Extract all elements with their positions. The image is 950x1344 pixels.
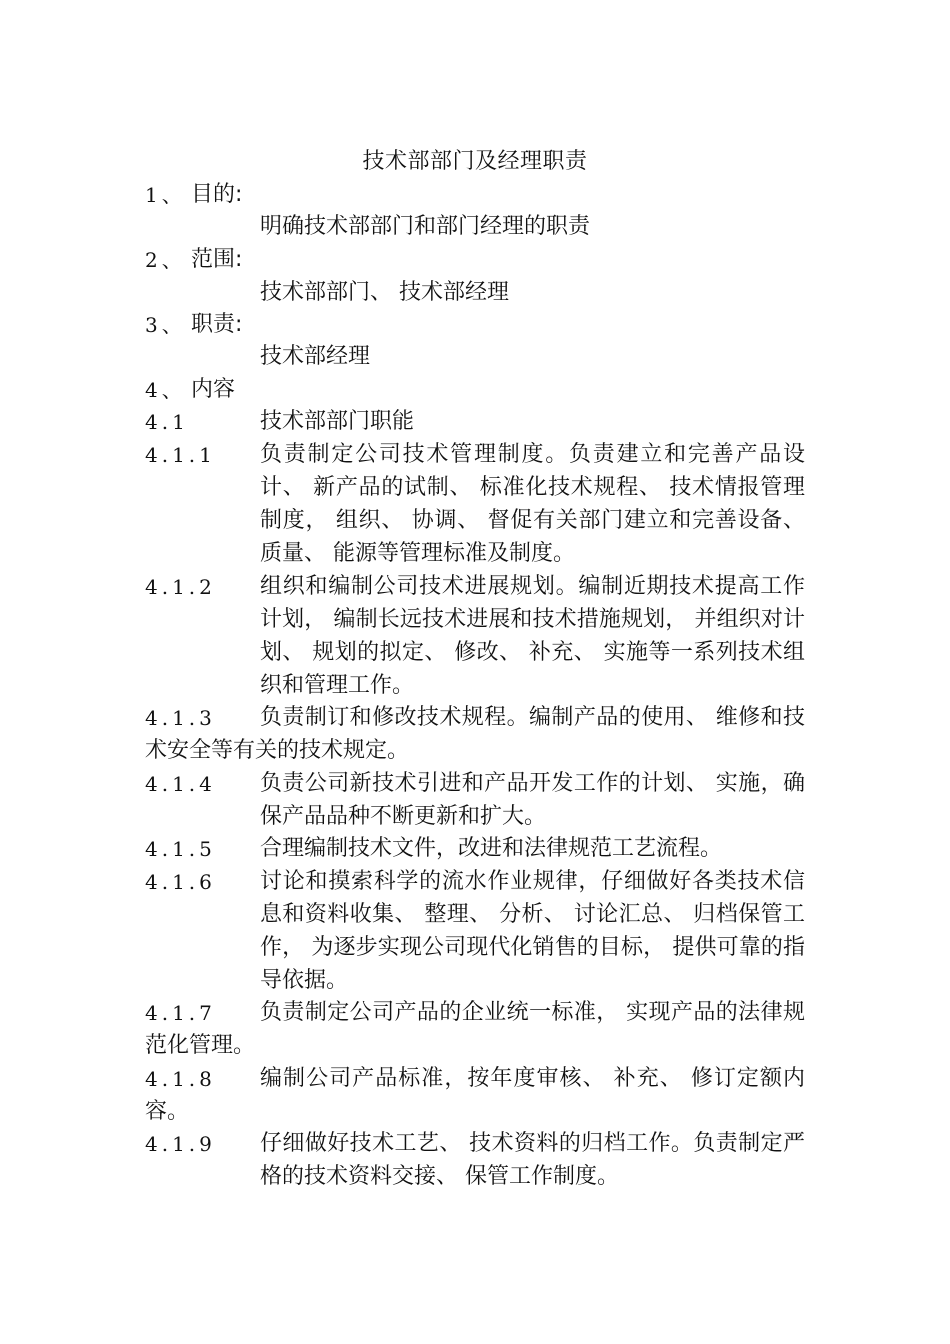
item-number: 4.1.1 xyxy=(145,443,216,467)
item-number: 4.1.6 xyxy=(145,870,216,894)
sub-heading-number: 4.1 xyxy=(145,410,189,434)
section-3-body xyxy=(0,342,950,375)
item-number: 4.1.5 xyxy=(145,837,216,861)
item-number: 4.1.8 xyxy=(145,1067,216,1091)
section-number: 4、 xyxy=(145,378,186,402)
section-heading: 范围: xyxy=(191,247,243,272)
item-number: 4.1.3 xyxy=(145,706,216,730)
item-text: 组织和编制公司技术进展规划。编制近期技术提高工作计划， 编制长远技术进展和技术措施规划， 并组织对计划、 规划的拟定、 修改、 补充、 实施等一系列技术组织和管理工作。 xyxy=(260,574,805,698)
section-number: 3、 xyxy=(145,313,186,337)
item-text: 仔细做好技术工艺、 技术资料的归档工作。负责制定严格的技术资料交接、 保管工作制度。 xyxy=(260,1131,805,1189)
sub-heading-text: 技术部部门职能 xyxy=(260,409,415,434)
item-text: 合理编制技术文件，改进和法律规范工艺流程。 xyxy=(260,836,723,861)
item-text: 负责公司新技术引进和产品开发工作的计划、 实施，确保产品品种不断更新和扩大。 xyxy=(260,771,805,829)
item-text: 负责制订和修改技术规程。编制产品的使用、 维修和技术安全等有关的技术规定。 xyxy=(145,705,805,763)
item-text: 编制公司产品标准，按年度审核、 补充、 修订定额内容。 xyxy=(145,1066,805,1124)
item-number: 4.1.7 xyxy=(145,1001,216,1025)
section-1-body xyxy=(0,212,950,245)
item-number: 4.1.9 xyxy=(145,1132,216,1156)
item-text: 负责制定公司产品的企业统一标准， 实现产品的法律规范化管理。 xyxy=(145,1000,805,1058)
item-number: 4.1.2 xyxy=(145,575,216,599)
section-heading: 目的: xyxy=(191,182,243,207)
section-4 xyxy=(0,375,950,408)
section-body: 技术部部门、 技术部经理 xyxy=(260,280,509,305)
item-number: 4.1.4 xyxy=(145,772,216,796)
document-title: 技术部部门及经理职责 xyxy=(362,149,588,174)
section-heading: 内容 xyxy=(191,377,236,402)
section-body: 技术部经理 xyxy=(260,344,371,369)
section-body: 明确技术部部门和部门经理的职责 xyxy=(260,214,591,239)
section-3 xyxy=(0,310,950,343)
section-1 xyxy=(0,180,950,213)
item-text: 讨论和摸索科学的流水作业规律，仔细做好各类技术信息和资料收集、 整理、 分析、 讨论汇总、 归档保管工作， 为逐步实现公司现代化销售的目标， 提供可靠的指导依据。 xyxy=(260,869,805,993)
section-heading: 职责: xyxy=(191,312,243,337)
section-number: 2、 xyxy=(145,248,186,272)
sub-heading xyxy=(0,407,950,440)
section-number: 1、 xyxy=(145,183,186,207)
item-text: 负责制定公司技术管理制度。负责建立和完善产品设计、 新产品的试制、 标准化技术规程、 技术情报管理制度， 组织、 协调、 督促有关部门建立和完善设备、 质量、 能源等管理标准及制度。 xyxy=(260,442,805,566)
section-2 xyxy=(0,245,950,278)
section-2-body xyxy=(0,278,950,311)
